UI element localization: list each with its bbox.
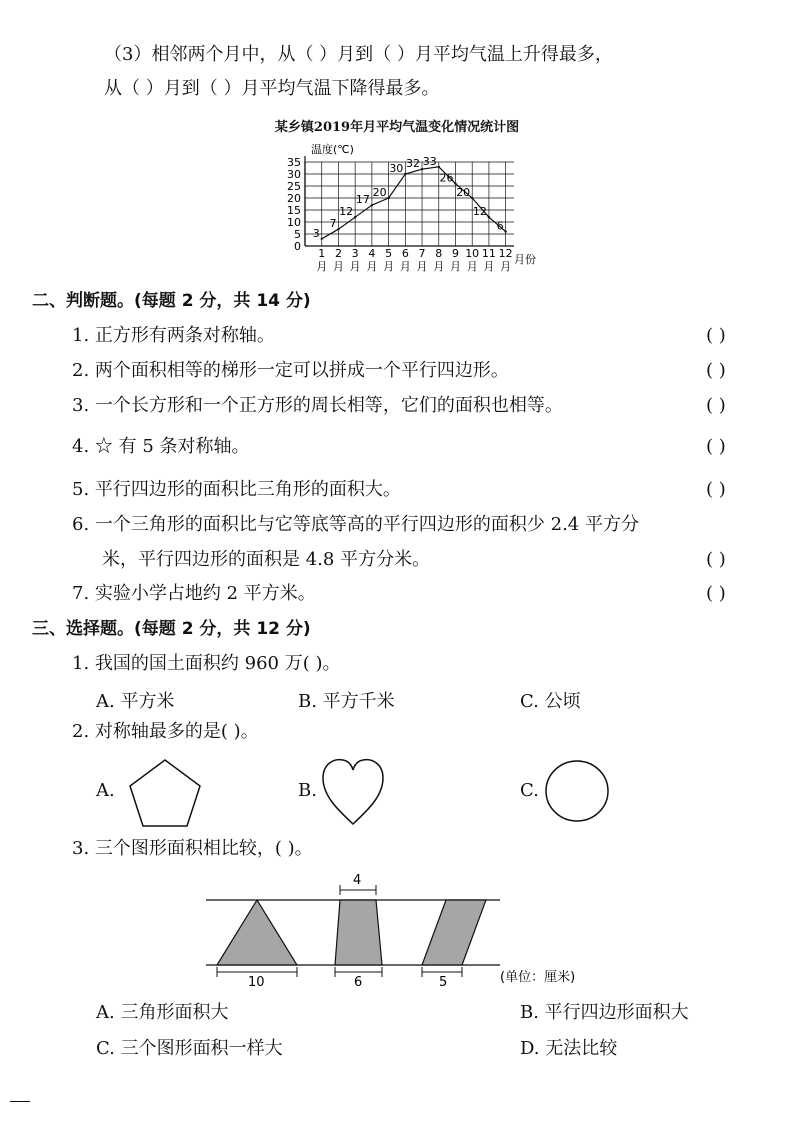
data-label: 20 (372, 186, 387, 199)
data-point (488, 216, 490, 218)
dim-top: 4 (353, 873, 362, 888)
x-tick-unit: 月 (366, 260, 378, 273)
page-mark (10, 1101, 30, 1102)
answer-paren-1[interactable]: ( ) (706, 325, 726, 346)
judge-item-2: 2. 两个面积相等的梯形一定可以拼成一个平行四边形。 (72, 360, 509, 381)
y-tick-label: 0 (294, 240, 301, 253)
data-point (371, 204, 373, 206)
data-point (438, 166, 440, 168)
parallelogram-shape (422, 900, 486, 965)
y-tick-label: 35 (287, 156, 301, 169)
answer-paren-5[interactable]: ( ) (706, 479, 726, 500)
x-tick-unit: 月 (349, 260, 361, 273)
judge-item-6: 6. 一个三角形的面积比与它等底等高的平行四边形的面积少 2.4 平方分 (72, 514, 639, 535)
q3-line1: （3）相邻两个月中，从（ ）月到（ ）月平均气温上升得最多， (104, 44, 613, 65)
x-tick-unit: 月 (500, 260, 512, 273)
x-tick-label: 8 (435, 247, 443, 260)
answer-paren-2[interactable]: ( ) (706, 360, 726, 381)
x-tick-unit: 月 (399, 260, 411, 273)
data-label: 12 (472, 205, 487, 219)
y-tick-label: 20 (287, 192, 301, 205)
y-tick-label: 30 (287, 168, 301, 181)
q3-option-b[interactable]: B. 平行四边形面积大 (520, 1002, 689, 1023)
q2-option-b[interactable]: B. (298, 780, 317, 801)
x-tick-label: 2 (334, 247, 342, 260)
data-point (354, 216, 356, 218)
triangle-shape (217, 900, 297, 965)
x-tick-label: 1 (318, 247, 326, 260)
q3-line2: 从（ ）月到（ ）月平均气温下降得最多。 (104, 78, 440, 99)
data-point (321, 238, 323, 240)
heart-shape (318, 752, 388, 832)
y-tick-label: 10 (287, 216, 301, 229)
x-tick-label: 10 (465, 247, 480, 260)
x-tick-unit: 月 (316, 260, 328, 273)
answer-paren-4[interactable]: ( ) (706, 436, 726, 457)
q1-option-a[interactable]: A. 平方米 (96, 691, 175, 712)
judge-item-4: 4. ☆ 有 5 条对称轴。 (72, 436, 250, 457)
y-tick-label: 5 (294, 228, 301, 241)
q2-option-c[interactable]: C. (520, 780, 539, 801)
choice-q3: 3. 三个图形面积相比较，( )。 (72, 838, 313, 859)
judge-item-1: 1. 正方形有两条对称轴。 (72, 325, 275, 346)
data-point (504, 230, 506, 232)
answer-paren-6[interactable]: ( ) (706, 549, 726, 570)
judge-item-7: 7. 实验小学占地约 2 平方米。 (72, 583, 316, 604)
x-tick-unit: 月 (449, 260, 461, 273)
x-tick-label: 5 (385, 247, 393, 260)
data-label: 30 (389, 162, 404, 175)
judge-item-6-cont: 米，平行四边形的面积是 4.8 平方分米。 (102, 549, 431, 570)
q1-option-c[interactable]: C. 公顷 (520, 691, 581, 712)
data-label: 17 (355, 193, 370, 207)
data-label: 20 (456, 186, 471, 199)
x-tick-label: 9 (451, 247, 459, 260)
section3-heading: 三、选择题。(每题 2 分，共 12 分) (32, 619, 311, 639)
section2-heading: 二、判断题。(每题 2 分，共 14 分) (32, 291, 311, 311)
data-point (471, 197, 473, 199)
data-label: 7 (329, 217, 337, 231)
y-tick-label: 15 (287, 204, 301, 217)
answer-paren-7[interactable]: ( ) (706, 583, 726, 604)
x-tick-label: 3 (351, 247, 359, 260)
x-axis-label: 月份 (514, 253, 536, 266)
chart-title: 某乡镇2019年月平均气温变化情况统计图 (274, 120, 520, 135)
choice-q1: 1. 我国的国土面积约 960 万( )。 (72, 653, 341, 674)
y-tick-label: 25 (287, 180, 301, 193)
choice-q2: 2. 对称轴最多的是( )。 (72, 721, 259, 742)
area-comparison-figure (200, 868, 620, 993)
data-label: 26 (439, 171, 454, 185)
series-line (322, 167, 506, 239)
x-tick-unit: 月 (433, 260, 445, 273)
dim-triangle-base: 10 (248, 975, 265, 990)
y-axis-label: 温度(℃) (311, 143, 354, 156)
x-tick-unit: 月 (416, 260, 428, 273)
x-tick-label: 6 (401, 247, 409, 260)
data-point (404, 173, 406, 175)
x-tick-unit: 月 (332, 260, 344, 273)
x-tick-unit: 月 (383, 260, 395, 273)
x-tick-unit: 月 (466, 260, 478, 273)
unit-label: (单位：厘米) (500, 970, 576, 985)
data-point (337, 228, 339, 230)
x-tick-label: 7 (418, 247, 426, 260)
judge-item-3: 3. 一个长方形和一个正方形的周长相等，它们的面积也相等。 (72, 395, 563, 416)
temperature-chart (0, 138, 794, 298)
q1-option-b[interactable]: B. 平方千米 (298, 691, 395, 712)
data-label: 33 (422, 154, 437, 168)
q3-option-a[interactable]: A. 三角形面积大 (96, 1002, 229, 1023)
x-tick-unit: 月 (483, 260, 495, 273)
dim-parallelogram-base: 5 (439, 975, 448, 990)
data-label: 12 (339, 205, 354, 219)
q3-option-c[interactable]: C. 三个图形面积一样大 (96, 1038, 283, 1059)
dim-trapezoid-base: 6 (354, 975, 363, 990)
data-label: 3 (312, 226, 320, 240)
data-point (387, 197, 389, 199)
x-tick-label: 11 (481, 247, 496, 260)
x-tick-label: 12 (498, 247, 513, 260)
judge-item-5: 5. 平行四边形的面积比三角形的面积大。 (72, 479, 401, 500)
q3-option-d[interactable]: D. 无法比较 (520, 1038, 618, 1059)
data-point (454, 182, 456, 184)
trapezoid-shape (335, 900, 382, 965)
data-label: 6 (496, 219, 504, 233)
x-tick-label: 4 (368, 247, 376, 260)
answer-paren-3[interactable]: ( ) (706, 395, 726, 416)
data-label: 32 (406, 157, 421, 171)
circle-shape (542, 758, 612, 824)
q2-option-a[interactable]: A. (96, 780, 115, 801)
pentagon-shape (120, 752, 210, 832)
data-point (421, 168, 423, 170)
